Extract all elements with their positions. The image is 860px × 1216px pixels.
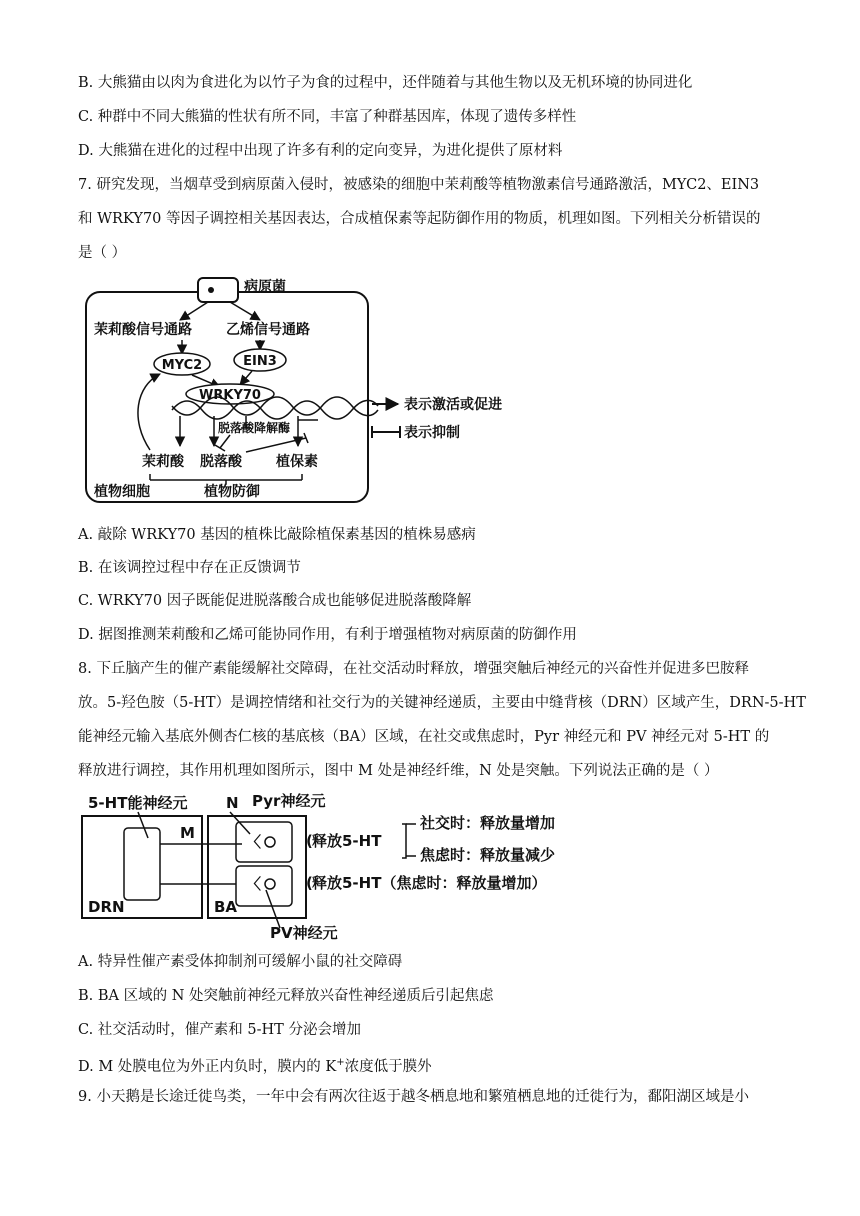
defense-label: 植物防御 [204, 484, 260, 500]
q8-stem-line4: 释放进行调控，其作用机理如图所示，图中 M 处是神经纤维，N 处是突触。下列说法正确的是（ ） [78, 763, 719, 779]
q8-stem-line3: 能神经元输入基底外侧杏仁核的基底核（BA）区域，在社交或焦虑时，Pyr 神经元和 PV 神经元对 5-HT 的 [78, 729, 770, 745]
q8-option-b: B. BA 区域的 N 处突触前神经元释放兴奋性神经递质后引起焦虑 [78, 988, 494, 1004]
q8-stem-line1: 8. 下丘脑产生的催产素能缓解社交障碍，在社交活动时释放，增强突触后神经元的兴奋性并促进多巴胺释 [78, 661, 749, 677]
aba-enzyme-label: 脱落酸降解酶 [218, 421, 291, 435]
svg-text:〈: 〈 [246, 875, 262, 893]
release-5ht-2: 释放5-HT（焦虑时：释放量增加） [312, 874, 547, 892]
social-release: 社交时：释放量增加 [420, 814, 556, 832]
pv-label: PV神经元 [270, 924, 338, 942]
ein3-label: EIN3 [243, 354, 277, 369]
q7-option-a: A. 敲除 WRKY70 基因的植株比敲除植保素基因的植株易感病 [78, 527, 476, 543]
svg-text:〈: 〈 [246, 833, 262, 851]
pv-neuron-body [236, 866, 292, 906]
aba-label: 脱落酸 [200, 454, 242, 470]
q7-signaling-diagram [80, 270, 540, 510]
q9-stem-line1: 9. 小天鹅是长途迁徙鸟类，一年中会有两次往返于越冬栖息地和繁殖栖息地的迁徙行为，鄱阳湖区域是小 [78, 1089, 749, 1105]
anxiety-release: 焦虑时：释放量减少 [420, 846, 556, 864]
q7-option-d: D. 据图推测茉莉酸和乙烯可能协同作用，有利于增强植物对病原菌的防御作用 [78, 627, 577, 643]
q8-option-c: C. 社交活动时，催产素和 5-HT 分泌会增加 [78, 1022, 361, 1038]
legend-promote: 表示激活或促进 [404, 397, 502, 413]
q7-stem-line3: 是（ ） [78, 245, 127, 261]
myc2-label: MYC2 [161, 358, 203, 373]
m-label: M [180, 824, 195, 842]
pyr-label: Pyr神经元 [252, 792, 326, 810]
drn-label: DRN [88, 898, 125, 916]
pathogen-label: 病原菌 [244, 279, 286, 295]
pathogen-shape [198, 278, 238, 302]
ja-label: 茉莉酸 [142, 454, 184, 470]
ja-pathway-label: 茉莉酸信号通路 [94, 322, 192, 338]
release-5ht-1: 释放5-HT [312, 832, 382, 850]
dna-helix [172, 400, 378, 419]
k-charge-superscript: + [336, 1057, 345, 1068]
ba-label: BA [214, 898, 238, 916]
5ht-neuron-body [124, 828, 160, 900]
q8-option-a: A. 特异性催产素受体抑制剂可缓解小鼠的社交障碍 [78, 954, 403, 970]
q7-stem-line2: 和 WRKY70 等因子调控相关基因表达，合成植保素等起防御作用的物质，机理如图。下列相关分析错误的 [78, 211, 761, 227]
wrky70-label: WRKY70 [199, 388, 261, 403]
n-label: N [226, 794, 239, 812]
et-pathway-label: 乙烯信号通路 [226, 322, 310, 338]
q6-option-c: C. 种群中不同大熊猫的性状有所不同，丰富了种群基因库，体现了遗传多样性 [78, 109, 577, 125]
q8-option-d-tail: 浓度低于膜外 [344, 1058, 432, 1075]
q7-stem-line1: 7. 研究发现，当烟草受到病原菌入侵时，被感染的细胞中茉莉酸等植物激素信号通路激活，MYC2、EIN3 [78, 177, 760, 193]
q6-option-d: D. 大熊猫在进化的过程中出现了许多有利的定向变异，为进化提供了原材料 [78, 143, 563, 159]
q6-option-b: B. 大熊猫由以肉为食进化为以竹子为食的过程中，还伴随着与其他生物以及无机环境的协同进化 [78, 75, 693, 91]
q8-neuron-diagram [80, 788, 600, 944]
q7-option-c: C. WRKY70 因子既能促进脱落酸合成也能够促进脱落酸降解 [78, 593, 472, 609]
q8-option-d-text: D. M 处膜电位为外正内负时，膜内的 K [78, 1058, 337, 1075]
q8-option-d [78, 1053, 432, 1077]
legend-inhibit: 表示抑制 [404, 425, 460, 441]
svg-text:(: ( [306, 874, 313, 892]
q7-option-b: B. 在该调控过程中存在正反馈调节 [78, 560, 301, 576]
5ht-neuron-label: 5-HT能神经元 [88, 794, 188, 812]
q8-stem-line2: 放。5-羟色胺（5-HT）是调控情绪和社交行为的关键神经递质，主要由中缝背核（DRN）区域产生，DRN-5-HT [78, 695, 806, 711]
svg-text:(: ( [306, 832, 313, 850]
phytoalexin-label: 植保素 [276, 454, 318, 470]
cell-label: 植物细胞 [94, 484, 150, 500]
